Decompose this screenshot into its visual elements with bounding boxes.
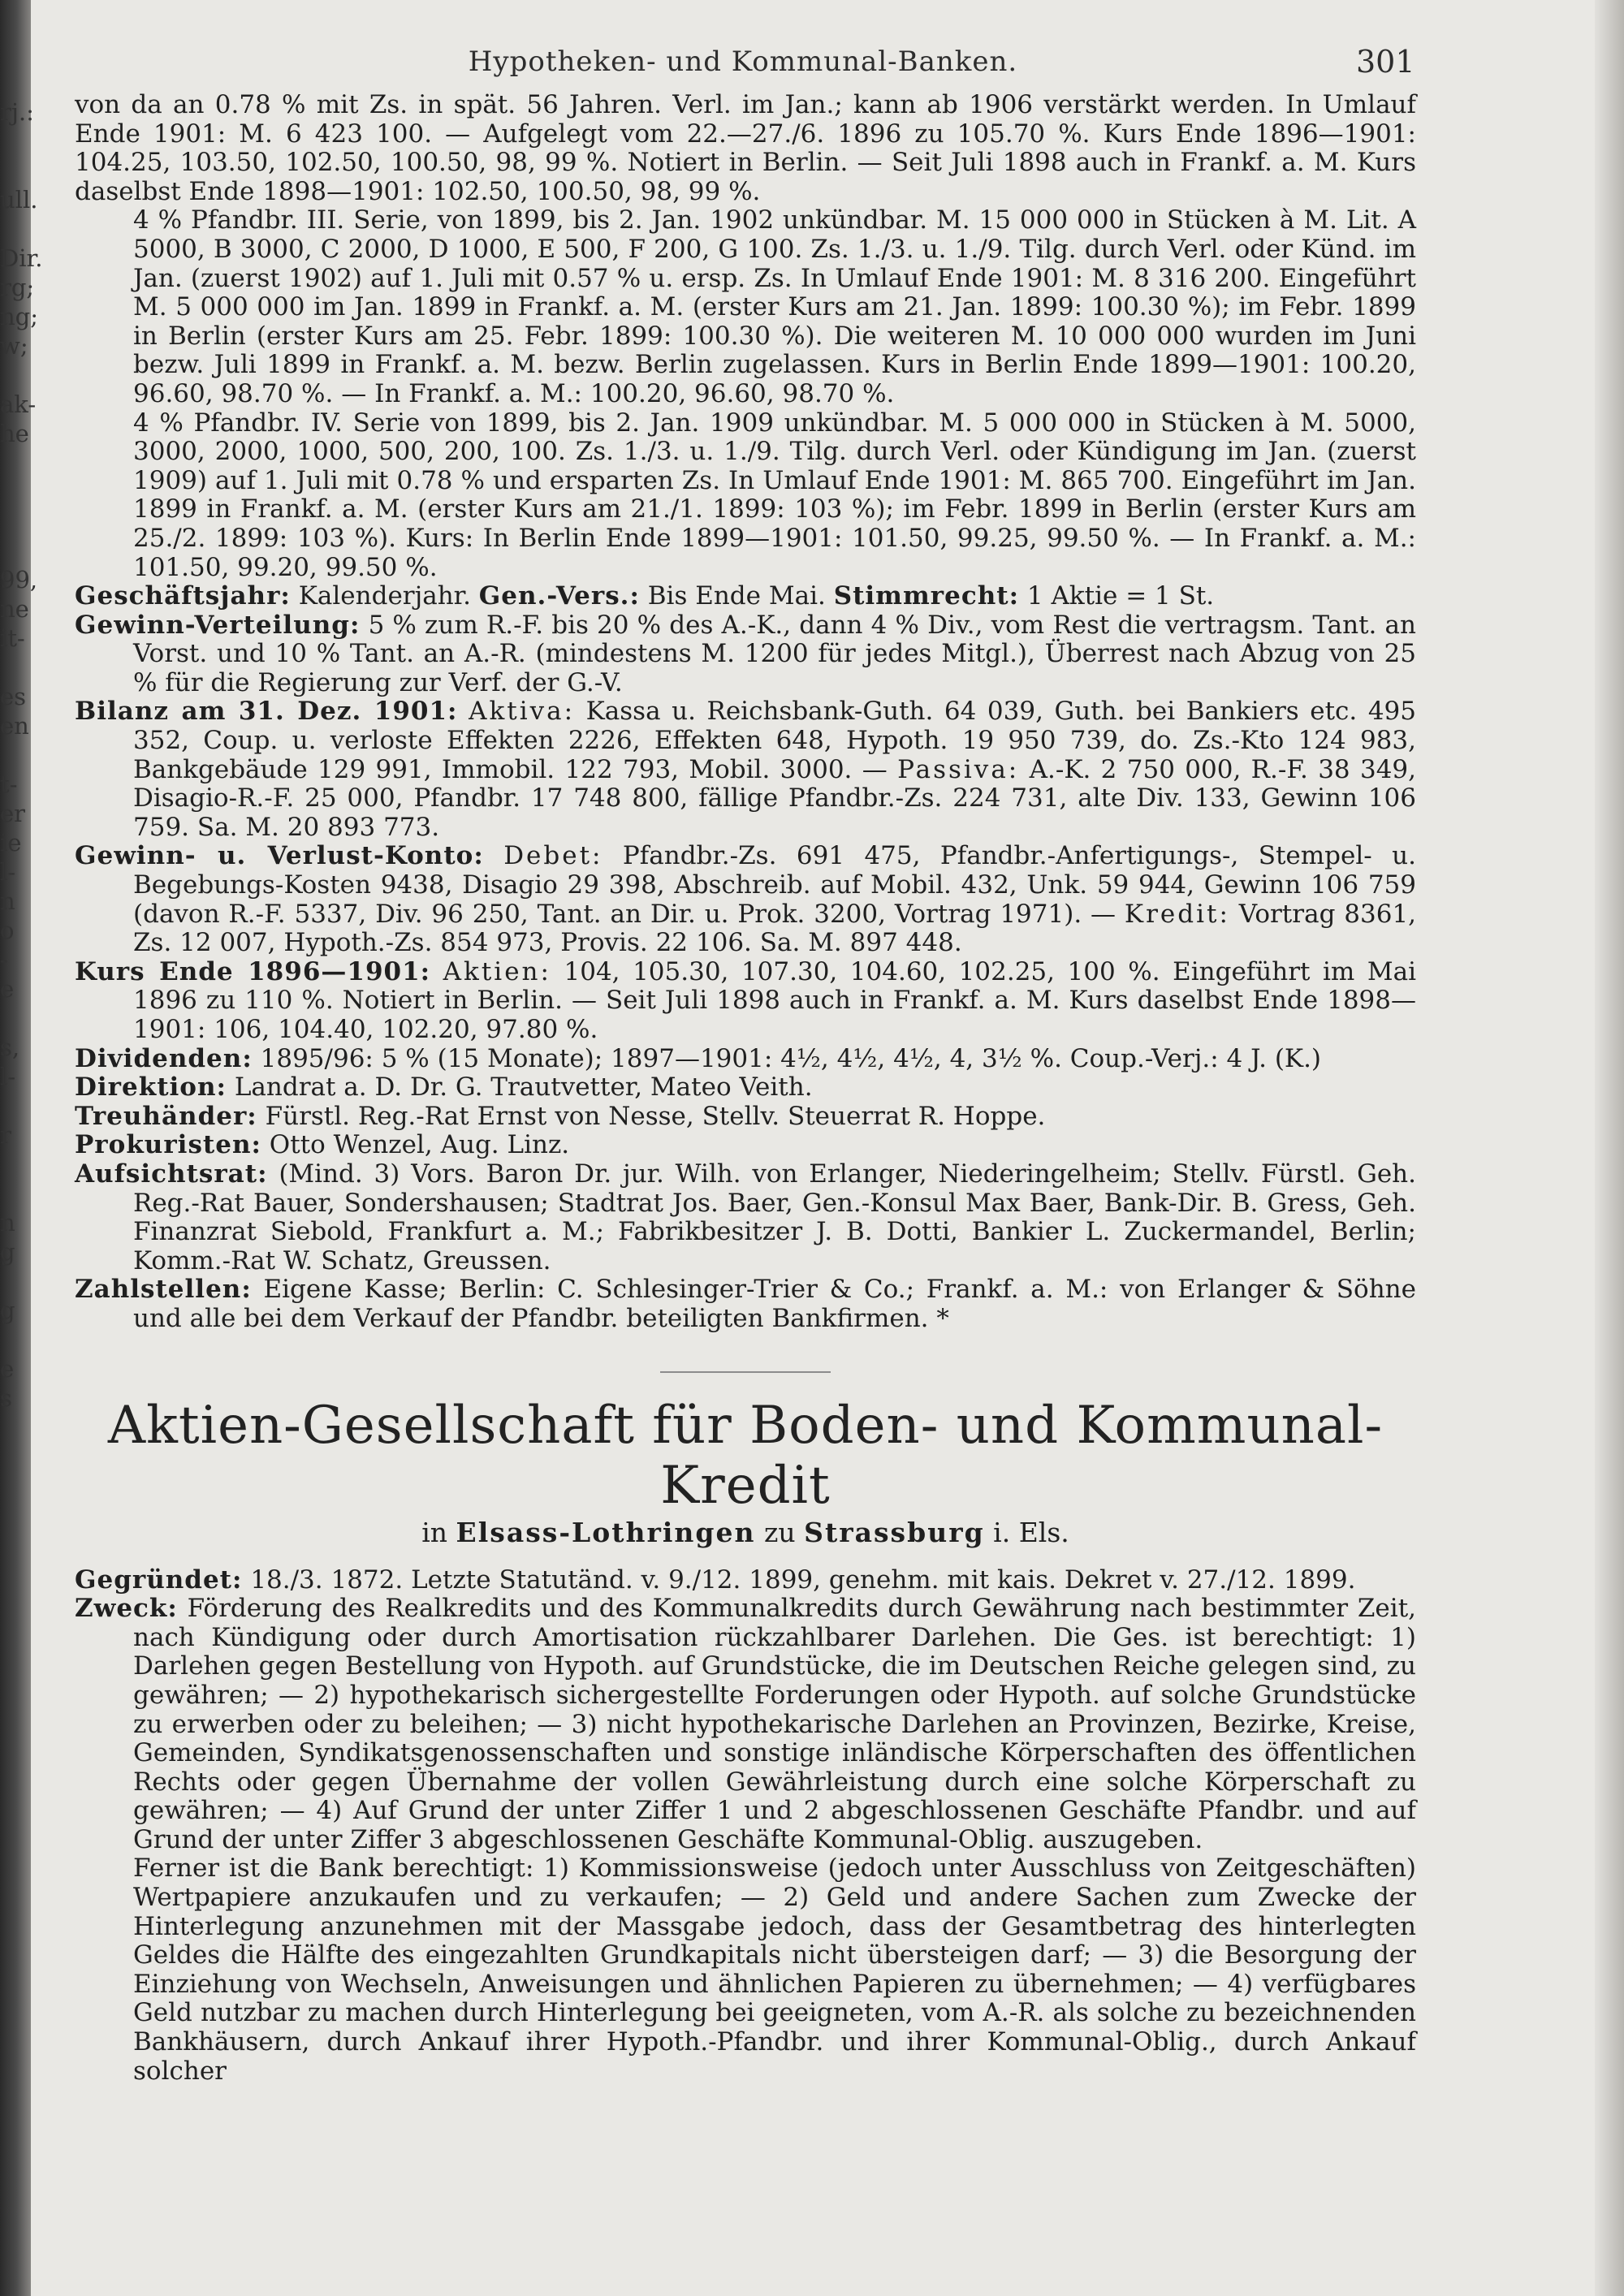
entry-text: Landrat a. D. Dr. G. Trautvetter, Mateo Veith. — [234, 1072, 813, 1103]
entry-label: Direktion: — [75, 1072, 227, 1103]
margin-fragment: r — [0, 1121, 11, 1149]
subtitle-city: Strassburg — [804, 1516, 985, 1548]
margin-fragment: ne — [0, 595, 29, 623]
margin-fragment — [0, 1267, 57, 1296]
margin-fragment: it- — [0, 624, 25, 652]
subtitle-text: in — [421, 1516, 448, 1548]
bilanz-entry — [75, 697, 1416, 842]
entry-text: Kalenderjahr. — [298, 581, 471, 611]
bond-series-2-continuation: von da an 0.78 % mit Zs. in spät. 56 Jahren. Verl. im Jan.; kann ab 1906 verstärkt werden. In Umlauf Ende 1901: M. 6 423 100. — Aufgelegt vom 22.—27./6. 1896 zu 105.70 %. Kurs Ende 1896—1901: 104.25, 103.50, 102.50, 100.50, 98, 99 %. Notiert in Berlin. — Seit Juli 1898 auch in Frankf. a. M. Kurs daselbst Ende 1898—1901: 102.50, 100.50, 98, 99 %. — [75, 90, 1416, 206]
subtitle-text: i. Els. — [993, 1516, 1069, 1548]
entry-label: Treuhänder: — [75, 1101, 257, 1131]
margin-fragment: s, — [0, 1034, 20, 1061]
entry-label: Aufsichtsrat: — [75, 1159, 268, 1189]
margin-fragment: Dir. — [0, 244, 43, 272]
passiva-text: A.-K. 2 750 000, R.-F. 38 349, Disagio-R.-F. 25 000, Pfandbr. 17 748 800, fällige Pfandbr.-Zs. 224 731, alte Div. 133, Gewinn 106 759. Sa. M. 20 893 773. — [133, 754, 1417, 842]
margin-fragment — [0, 536, 57, 565]
page-edge-shadow — [1595, 0, 1624, 2296]
margin-fragment: en — [0, 712, 29, 740]
entry-text: 18./3. 1872. Letzte Statutänd. v. 9./12. 1899, genehm. mit kais. Dekret v. 27./12. 1899. — [250, 1564, 1356, 1595]
page-body — [75, 91, 1416, 2086]
company-subtitle — [75, 1516, 1416, 1550]
entry-label: Stimmrecht: — [833, 581, 1020, 611]
margin-fragment: o — [0, 917, 15, 944]
entry-label: Bilanz am 31. Dez. 1901: — [75, 697, 458, 727]
entry-text: Otto Wenzel, Aug. Linz. — [269, 1130, 570, 1160]
entry-text: 5 % zum R.-F. bis 20 % des A.-K., dann 4 % Div., vom Rest die vertragsm. Tant. an Vorst. und 10 % Tant. an A.-R. (mindestens M. 1200 für jedes Mitgl.), Überrest nach Abzug von 25 % für die Regierung zur Verf. der G.-V. — [133, 610, 1416, 697]
margin-fragment — [0, 1179, 57, 1208]
margin-fragment: ak- — [0, 391, 37, 418]
margin-fragment: t- — [0, 770, 18, 798]
margin-fragment — [0, 740, 57, 770]
entry-label: Dividenden: — [75, 1043, 253, 1073]
entry-label: Zahlstellen: — [75, 1275, 252, 1305]
margin-fragment: g — [0, 1297, 15, 1324]
entry-label: Zweck: — [75, 1594, 178, 1624]
aktiva-label: Aktiva: — [469, 697, 576, 727]
margin-fragment — [0, 448, 57, 477]
margin-fragment — [0, 507, 57, 536]
treuhaender-entry — [75, 1103, 1416, 1132]
page-number: 301 — [1356, 44, 1415, 80]
entry-text: (Mind. 3) Vors. Baron Dr. jur. Wilh. von Erlanger, Niederingelheim; Stellv. Fürstl. Geh. Reg.-Rat Bauer, Sondershausen; Stadtrat Jos. Baer, Gen.-Konsul Max Baer, Bank-Dir. B. Gress, Geh. Finanzrat Siebold, Frankfurt a. M.; Fabrikbesitzer J. B. Dotti, Bankier L. Zuckermandel, Berlin; Komm.-Rat W. Schatz, Greussen. — [133, 1159, 1416, 1275]
ferner-paragraph: Ferner ist die Bank berechtigt: 1) Kommissionsweise (jedoch unter Ausschluss von Zeitgeschäften) Wertpapiere anzukaufen und zu verkaufen; — 2) Geld und andere Sachen zum Zwecke der Hinterlegung anzunehmen mit der Massgabe jedoch, dass der Gesamtbetrag des hinterlegten Geldes die Hälfte des eingezahlten Grundkapitals nicht übersteigen darf; — 3) die Besorgung der Einziehung von Wechseln, Anweisungen und ähnlichen Papieren zu übernehmen; — 4) verfügbares Geld nutzbar zu machen durch Hinterlegung bei geeigneten, vom A.-R. als solche zu bezeichnenden Bankhäusern, durch Ankauf ihrer Hypoth.-Pfandbr. und ihrer Kommunal-Oblig., durch Ankauf solcher — [133, 1854, 1416, 2086]
entry-text: 1 Aktie = 1 St. — [1026, 581, 1215, 611]
geschaeftsjahr-entry — [75, 582, 1416, 611]
entry-label: Gewinn-Verteilung: — [75, 610, 361, 640]
entry-text: Eigene Kasse; Berlin: C. Schlesinger-Trier & Co.; Frankf. a. M.: von Erlanger & Söhne und alle bei dem Verkauf der Pfandbr. beteiligten Bankfirmen. * — [133, 1275, 1416, 1333]
zweck-entry — [75, 1595, 1416, 1854]
margin-fragment: g — [0, 1238, 15, 1266]
aktien-label: Aktien: — [443, 956, 551, 986]
margin-fragment: rg; — [0, 274, 35, 301]
margin-fragment: l- — [0, 858, 16, 886]
margin-fragment: s — [0, 1384, 12, 1412]
direktion-entry — [75, 1073, 1416, 1103]
margin-fragment — [0, 1091, 57, 1120]
kredit-label: Kredit: — [1124, 899, 1230, 929]
entry-label: Gewinn- u. Verlust-Konto: — [75, 841, 484, 871]
entry-text: 104, 105.30, 107.30, 104.60, 102.25, 100 %. Eingeführt im Mai 1896 zu 110 %. Notiert in Berlin. — Seit Juli 1898 auch in Frankf. a. M. Kurs daselbst Ende 1898—1901: 106, 104.40, 102.20, 97.80 %. — [133, 956, 1416, 1044]
margin-fragment — [0, 1003, 57, 1033]
entry-text: Bis Ende Mai. — [647, 581, 826, 611]
entry-text: Fürstl. Reg.-Rat Ernst von Nesse, Stellv. Steuerrat R. Hoppe. — [265, 1101, 1046, 1131]
debet-label: Debet: — [503, 841, 603, 871]
margin-fragment — [0, 1150, 57, 1179]
kurs-entry — [75, 958, 1416, 1045]
entry-label: Prokuristen: — [75, 1130, 261, 1160]
margin-fragment: ull. — [0, 186, 38, 214]
running-header: Hypotheken- und Kommunal-Banken. — [468, 45, 1018, 78]
margin-fragment: he — [0, 420, 29, 447]
facing-page-margin-fragments — [0, 97, 57, 1413]
debet-text: Pfandbr.-Zs. 691 475, Pfandbr.-Anfertigungs-, Stempel- u. Begebungs-Kosten 9438, Disagio 29 398, Abschreib. auf Mobil. 432, Unk. 59 944, Gewinn 106 759 (davon R.-F. 5337, Div. 96 250, Tant. an Dir. u. Prok. 3200, Vortrag 1971). — — [133, 841, 1416, 929]
entry-label: Gegründet: — [75, 1564, 243, 1595]
margin-fragment — [0, 477, 57, 507]
margin-fragment — [0, 156, 57, 185]
margin-fragment — [0, 214, 57, 244]
bond-series-3-paragraph: 4 % Pfandbr. III. Serie, von 1899, bis 2. Jan. 1902 unkündbar. M. 15 000 000 in Stücken à M. Lit. A 5000, B 3000, C 2000, D 1000, E 500, F 200, G 100. Zs. 1./3. u. 1./9. Tilg. durch Verl. oder Künd. im Jan. (zuerst 1902) auf 1. Juli mit 0.57 % u. ersp. Zs. In Umlauf Ende 1901: M. 8 316 200. Eingeführt M. 5 000 000 im Jan. 1899 in Frankf. a. M. (erster Kurs am 21. Jan. 1899: 100.30 %); im Febr. 1899 in Berlin (erster Kurs am 25. Febr. 1899: 100.30 %). Die weiteren M. 10 000 000 wurden im Juni bezw. Juli 1899 in Frankf. a. M. bezw. Berlin zugelassen. Kurs in Berlin Ende 1899—1901: 100.20, 96.60, 98.70 %. — In Frankf. a. M.: 100.20, 96.60, 98.70 %. — [133, 205, 1416, 408]
aktiva-text: Kassa u. Reichsbank-Guth. 64 039, Guth. bei Bankiers etc. 495 352, Coup. u. verloste Effekten 2226, Effekten 648, Hypoth. 19 950 739, do. Zs.-Kto 124 983, Bankgebäude 129 991, Immobil. 122 793, Mobil. 3000. — — [133, 697, 1416, 784]
zahlstellen-entry — [75, 1275, 1416, 1333]
margin-fragment: rj.: — [0, 98, 34, 126]
entry-label: Kurs Ende 1896—1901: — [75, 956, 431, 986]
margin-fragment: w; — [0, 332, 28, 360]
margin-fragment — [0, 127, 57, 156]
kredit-text: Vortrag 8361, Zs. 12 007, Hypoth.-Zs. 854 973, Provis. 22 106. Sa. M. 897 448. — [133, 899, 1417, 958]
margin-fragment — [0, 1325, 57, 1354]
dividenden-entry — [75, 1045, 1416, 1074]
entry-label: Geschäftsjahr: — [75, 581, 291, 611]
margin-fragment: - — [0, 946, 8, 973]
margin-fragment: e — [0, 975, 15, 1003]
subtitle-region: Elsass-Lothringen — [456, 1516, 756, 1548]
margin-fragment: es — [0, 683, 27, 710]
margin-fragment: n — [0, 887, 15, 915]
section-divider — [660, 1371, 831, 1373]
margin-fragment: 99, — [0, 566, 38, 593]
margin-fragment: n — [0, 1209, 15, 1236]
gewinn-verteilung-entry — [75, 611, 1416, 698]
entry-label: Gen.-Vers.: — [478, 581, 640, 611]
entry-text: Förderung des Realkredits und des Kommunalkredits durch Gewährung nach bestimmter Zeit, nach Kündigung oder durch Amortisation rückzahlbarer Darlehen. Die Ges. ist berechtigt: 1) Darlehen gegen Bestellung von Hypoth. auf Grundstücke, die im Deutschen Reiche gelegen sind, zu gewähren; — 2) hypothekarisch sichergestellte Forderungen oder Hypoth. auf solche Grundstücke zu erwerben oder zu beleihen; — 3) nicht hypothekarische Darlehen an Provinzen, Bezirke, Kreise, Gemeinden, Syndikatsgenossenschaften und sonstige inländische Körperschaften des öffentlichen Rechts oder gegen Übernahme der vollen Gewährleistung durch eine solche Körperschaft zu gewähren; — 4) Auf Grund der unter Ziffer 1 und 2 abgeschlossenen Geschäfte Pfandbr. und auf Grund der unter Ziffer 3 abgeschlossenen Geschäfte Kommunal-Oblig. auszugeben. — [133, 1594, 1416, 1854]
margin-fragment — [0, 653, 57, 682]
margin-fragment — [0, 360, 57, 390]
prokuristen-entry — [75, 1131, 1416, 1160]
company-title: Aktien-Gesellschaft für Boden- und Kommunal-Kredit — [107, 1395, 1384, 1516]
margin-fragment: ng; — [0, 303, 39, 330]
bond-series-4-paragraph: 4 % Pfandbr. IV. Serie von 1899, bis 2. Jan. 1909 unkündbar. M. 5 000 000 in Stücken à M. 5000, 3000, 2000, 1000, 500, 200, 100. Zs. 1./3. u. 1./9. Tilg. durch Verl. oder Kündigung im Jan. (zuerst 1909) auf 1. Juli mit 0.78 % und ersparten Zs. In Umlauf Ende 1901: M. 865 700. Eingeführt im Jan. 1899 in Frankf. a. M. (erster Kurs am 21./1. 1899: 103 %); im Febr. 1899 in Berlin (erster Kurs am 25./2. 1899: 103 %). Kurs: In Berlin Ende 1899—1901: 101.50, 99.25, 99.50 %. — In Frankf. a. M.: 101.50, 99.20, 99.50 %. — [133, 408, 1416, 582]
entry-text: 1895/96: 5 % (15 Monate); 1897—1901: 4½, 4½, 4½, 4, 3½ %. Coup.-Verj.: 4 J. (K.) — [260, 1043, 1322, 1073]
gegruendet-entry — [75, 1566, 1416, 1595]
margin-fragment: l- — [0, 1063, 16, 1090]
passiva-label: Passiva: — [897, 754, 1020, 784]
margin-fragment: er — [0, 800, 26, 827]
margin-fragment: e — [0, 1355, 15, 1383]
aufsichtsrat-entry — [75, 1160, 1416, 1275]
margin-fragment: ie — [0, 829, 22, 857]
subtitle-text: zu — [763, 1516, 796, 1548]
gewinn-verlust-konto-entry — [75, 842, 1416, 957]
